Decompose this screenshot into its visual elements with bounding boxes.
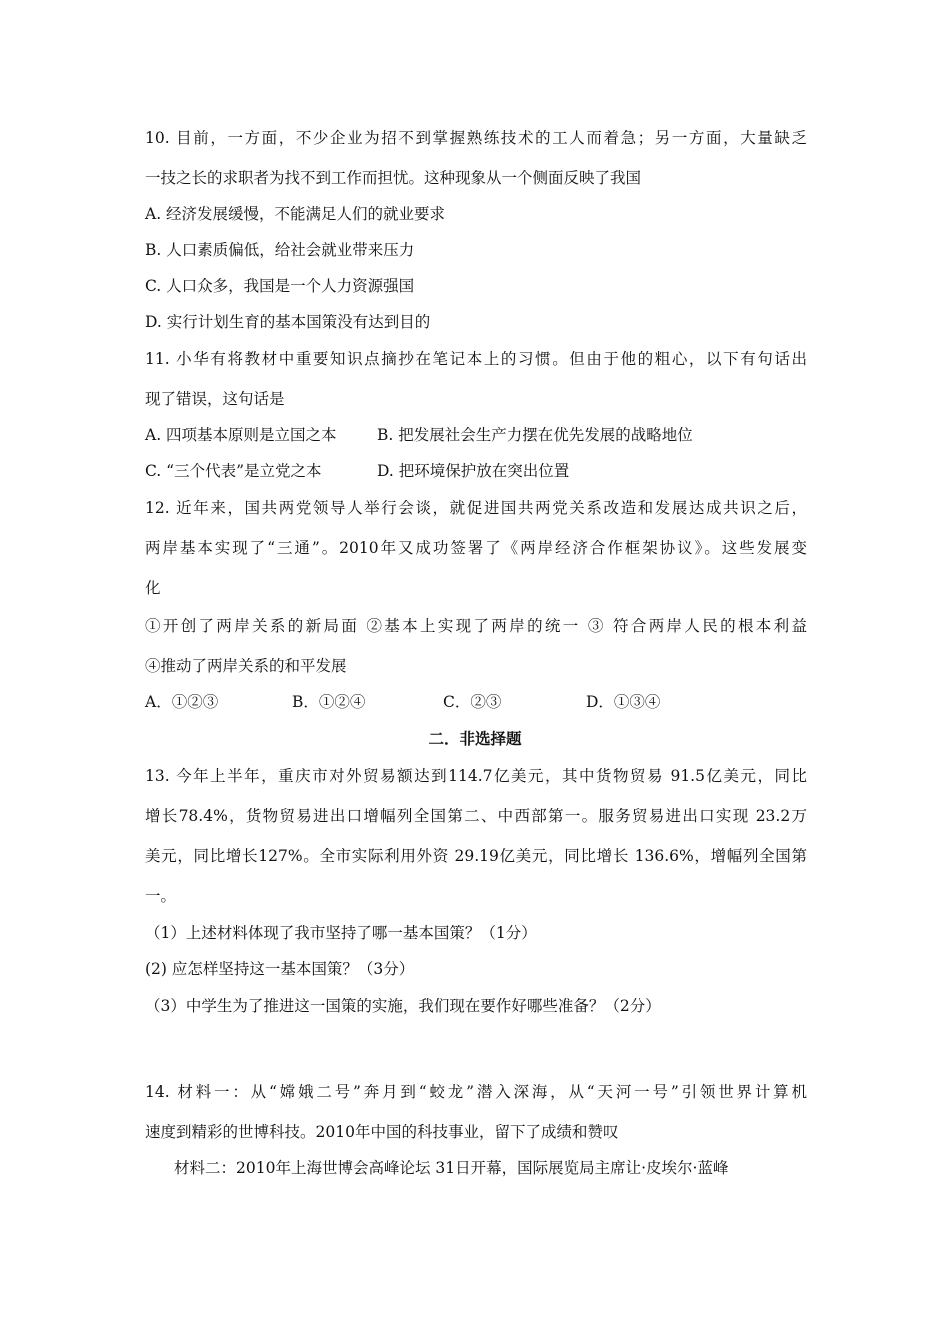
q13-subquestion-2: (2) 应怎样坚持这一基本国策？（3分） [145,960,415,978]
q14-material1-line2: 速度到精彩的世博科技。2010年中国的科技事业，留下了成绩和赞叹 [145,1123,619,1141]
q10-stem-line2: 一技之长的求职者为找不到工作而担忧。这种现象从一个侧面反映了我国 [145,169,642,187]
q13-stem-line3: 美元，同比增长127%。全市实际利用外资 29.19亿美元，同比增长 136.6%，增幅列全国第 [145,847,807,865]
q12-statements-line1: ①开创了两岸关系的新局面 ②基本上实现了两岸的统一 ③ 符合两岸人民的根本利益 [145,617,807,635]
q14-material2-line1: 材料二：2010年上海世博会高峰论坛 31日开幕，国际展览局主席让·皮埃尔·蓝峰 [174,1159,729,1177]
q11-option-d: D. 把环境保护放在突出位置 [377,462,570,480]
q12-option-a: A．①②③ [145,693,219,711]
q14-material1-line1: 14. 材料一：从“嫦娥二号”奔月到“蛟龙”潜入深海，从“天河一号”引领世界计算机 [145,1083,807,1101]
q12-option-b: B．①②④ [292,693,366,711]
q10-option-c: C. 人口众多，我国是一个人力资源强国 [145,277,415,295]
q11-option-b: B. 把发展社会生产力摆在优先发展的战略地位 [377,426,693,444]
q13-subquestion-1: （1）上述材料体现了我市坚持了哪一基本国策？（1分） [145,924,537,942]
q12-option-c: C．②③ [443,693,502,711]
q13-stem-line4: 一。 [145,887,177,905]
q10-option-a: A. 经济发展缓慢，不能满足人们的就业要求 [145,205,446,223]
q11-stem-line2: 现了错误，这句话是 [145,390,285,408]
q12-stem-line3: 化 [145,579,161,597]
q10-option-b: B. 人口素质偏低，给社会就业带来压力 [145,241,415,259]
q11-stem-line1: 11. 小华有将教材中重要知识点摘抄在笔记本上的习惯。但由于他的粗心，以下有句话出 [145,350,807,368]
q10-option-d: D. 实行计划生育的基本国策没有达到目的 [145,313,431,331]
q10-stem-line1: 10. 目前，一方面，不少企业为招不到掌握熟练技术的工人而着急；另一方面，大量缺乏 [145,129,807,147]
q13-stem-line1: 13. 今年上半年，重庆市对外贸易额达到114.7亿美元，其中货物贸易 91.5亿美元，同比 [145,767,807,785]
q11-option-a: A. 四项基本原则是立国之本 [145,426,337,444]
q12-stem-line2: 两岸基本实现了“三通”。2010年又成功签署了《两岸经济合作框架协议》。这些发展变 [145,539,807,557]
q11-option-c: C. “三个代表”是立党之本 [145,462,322,480]
section-heading: 二．非选择题 [428,729,522,748]
q12-stem-line1: 12. 近年来，国共两党领导人举行会谈，就促进国共两党关系改造和发展达成共识之后， [145,499,807,517]
q12-option-d: D．①③④ [586,693,661,711]
q13-subquestion-3: （3）中学生为了推进这一国策的实施，我们现在要作好哪些准备？（2分） [145,997,661,1015]
q12-statements-line2: ④推动了两岸关系的和平发展 [145,657,347,675]
q13-stem-line2: 增长78.4%，货物贸易进出口增幅列全国第二、中西部第一。服务贸易进出口实现 23.2万 [145,807,807,825]
